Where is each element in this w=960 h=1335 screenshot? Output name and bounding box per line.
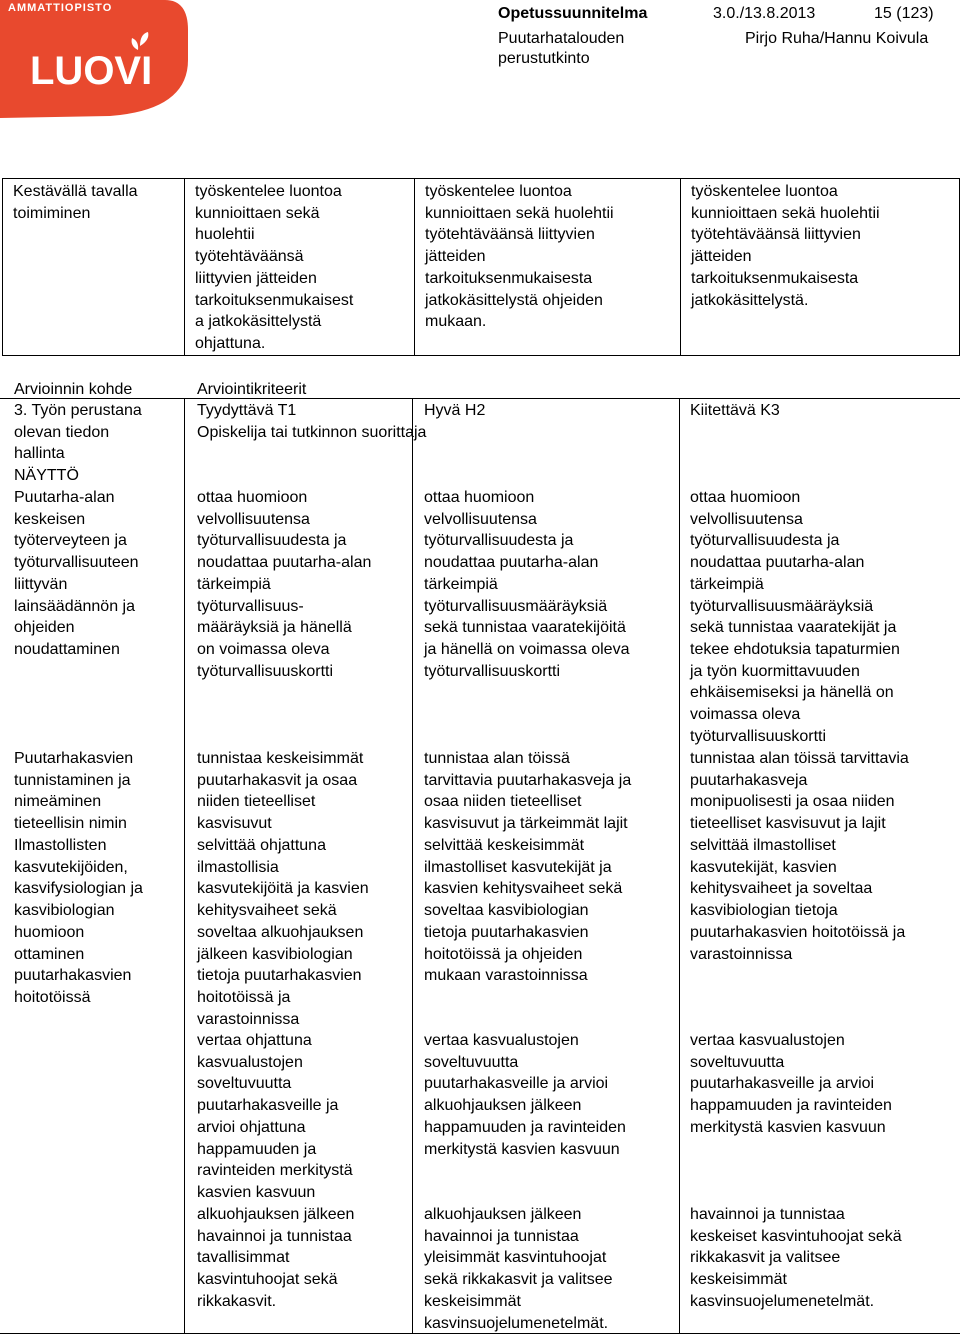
row-k3: vertaa kasvualustojen soveltuvuutta puutarhakasveille ja arvioi happamuuden ja ravinteiden merkitystä kasvien kasvuun bbox=[690, 1032, 892, 1136]
criterion-h2: työskentelee luontoa kunnioittaen sekä huolehtii työtehtäväänsä liittyvien jätteiden tarkoituksenmukaisesta jatkokäsittelystä ohjeiden mukaan. bbox=[415, 179, 681, 356]
criterion-t1: työskentelee luontoa kunnioittaen sekä huolehtii työtehtäväänsä liittyvien jätteiden tarkoituksenmukaisest a jatkokäsittelystä ohjattuna. bbox=[185, 179, 415, 356]
row-object: Puutarha-alan keskeisen työterveyteen ja työturvallisuuteen liittyvän lainsäädännön ja ohjeiden noudattaminen bbox=[14, 489, 139, 658]
row-t1: ottaa huomioon velvollisuutensa työturvallisuudesta ja noudattaa puutarha-alan tärkeimpiä työturvallisuus- määräyksiä ja hänellä on voimassa oleva työturvallisuuskortti bbox=[197, 489, 372, 680]
row-k3: ottaa huomioon velvollisuutensa työturvallisuudesta ja noudattaa puutarha-alan tärkeimpiä työturvallisuusmääräyksiä sekä tunnistaa vaaratekijät ja tekee ehdotuksia tapaturmien ja työn kuormittavuuden ehkäisemiseksi ja hänellä on voimassa oleva työturvallisuuskortti bbox=[690, 489, 900, 745]
row-object: Puutarhakasvien tunnistaminen ja nimeäminen tieteellisin nimin bbox=[14, 750, 134, 833]
row-k3: havainnoi ja tunnistaa keskeiset kasvintuhoojat sekä rikkakasvit ja valitsee keskeisimmät kasvinsuojelumenetelmät. bbox=[690, 1206, 902, 1310]
assessment-table bbox=[0, 376, 960, 1334]
row-h2: ottaa huomioon velvollisuutensa työturvallisuudesta ja noudattaa puutarha-alan tärkeimpiä työturvallisuusmääräyksiä sekä tunnistaa vaaratekijöitä ja hänellä on voimassa oleva työturvallisuuskortti bbox=[424, 489, 630, 680]
page-number: 15 (123) bbox=[874, 5, 934, 22]
svg-text:AMMATTIOPISTO: AMMATTIOPISTO bbox=[8, 2, 113, 14]
row-t1: selvittää ohjattuna ilmastollisia kasvutekijöitä ja kasvien kehitysvaiheet sekä soveltaa alkuohjauksen jälkeen kasvibiologian tietoja puutarhakasvien hoitotöissä ja varastoinnissa bbox=[197, 837, 369, 1028]
row-t1: alkuohjauksen jälkeen havainnoi ja tunnistaa tavallisimmat kasvintuhoojat sekä rikkakasvit. bbox=[197, 1206, 355, 1310]
row-k3: selvittää ilmastolliset kasvutekijät, kasvien kehitysvaiheet ja soveltaa kasvibiologian tietoja puutarhakasvien hoitotöissä ja varastoinnissa bbox=[690, 837, 906, 963]
naytto-label: NÄYTTÖ bbox=[14, 467, 79, 484]
luovi-logo bbox=[0, 0, 190, 120]
row-h2: alkuohjauksen jälkeen havainnoi ja tunnistaa yleisimmät kasvintuhoojat sekä rikkakasvit ja valitsee keskeisimmät kasvinsuojelumenetelmät. bbox=[424, 1206, 613, 1332]
row-k3: tunnistaa alan töissä tarvittavia puutarhakasveja monipuolisesti ja osaa niiden tieteelliset kasvisuvut ja lajit bbox=[690, 750, 909, 833]
row-h2: selvittää keskeisimmät ilmastolliset kasvutekijät ja kasvien kehitysvaiheet sekä soveltaa kasvibiologian tietoja puutarhakasvien hoitotöissä ja ohjeiden mukaan varastoinnissa bbox=[424, 837, 623, 985]
grade-k3: Kiitettävä K3 bbox=[690, 402, 780, 419]
grade-h2: Hyvä H2 bbox=[424, 402, 486, 419]
doc-title: Opetussuunnitelma bbox=[498, 5, 648, 22]
degree-title: Puutarhatalouden perustutkinto bbox=[498, 30, 625, 67]
grade-t1: Tyydyttävä T1 bbox=[197, 402, 297, 419]
col-criteria-header: Arviointikriteerit bbox=[197, 381, 307, 398]
row-object: Ilmastollisten kasvutekijöiden, kasvifysiologian ja kasvibiologian huomioon ottaminen puutarhakasvien hoitotöissä bbox=[14, 837, 143, 1006]
criterion-k3: työskentelee luontoa kunnioittaen sekä huolehtii työtehtäväänsä liittyvien jätteiden tarkoituksenmukaisesta jatkokäsittelystä. bbox=[681, 179, 960, 356]
row-t1: tunnistaa keskeisimmät puutarhakasvit ja osaa niiden tieteelliset kasvisuvut bbox=[197, 750, 364, 833]
row-t1: vertaa ohjattuna kasvualustojen soveltuvuutta puutarhakasveille ja arvioi ohjattuna happamuuden ja ravinteiden merkitystä kasvien kasvuun bbox=[197, 1032, 353, 1201]
row-h2: vertaa kasvualustojen soveltuvuutta puutarhakasveille ja arvioi alkuohjauksen jälkeen happamuuden ja ravinteiden merkitystä kasvien kasvuun bbox=[424, 1032, 626, 1158]
doc-version: 3.0./13.8.2013 bbox=[713, 5, 816, 22]
svg-text:LUOVI: LUOVI bbox=[30, 49, 153, 93]
sustainability-table bbox=[2, 178, 960, 356]
col-object-header: Arvioinnin kohde bbox=[14, 381, 133, 398]
performer-label: Opiskelija tai tutkinnon suorittaja bbox=[197, 424, 427, 441]
criterion-label: Kestävällä tavalla toimiminen bbox=[3, 179, 185, 356]
row-h2: tunnistaa alan töissä tarvittavia puutarhakasveja ja osaa niiden tieteelliset kasvisuvut ja tärkeimmät lajit bbox=[424, 750, 632, 833]
authors: Pirjo Ruha/Hannu Koivula bbox=[745, 30, 929, 47]
section-title: 3. Työn perustana olevan tiedon hallinta bbox=[14, 402, 142, 463]
